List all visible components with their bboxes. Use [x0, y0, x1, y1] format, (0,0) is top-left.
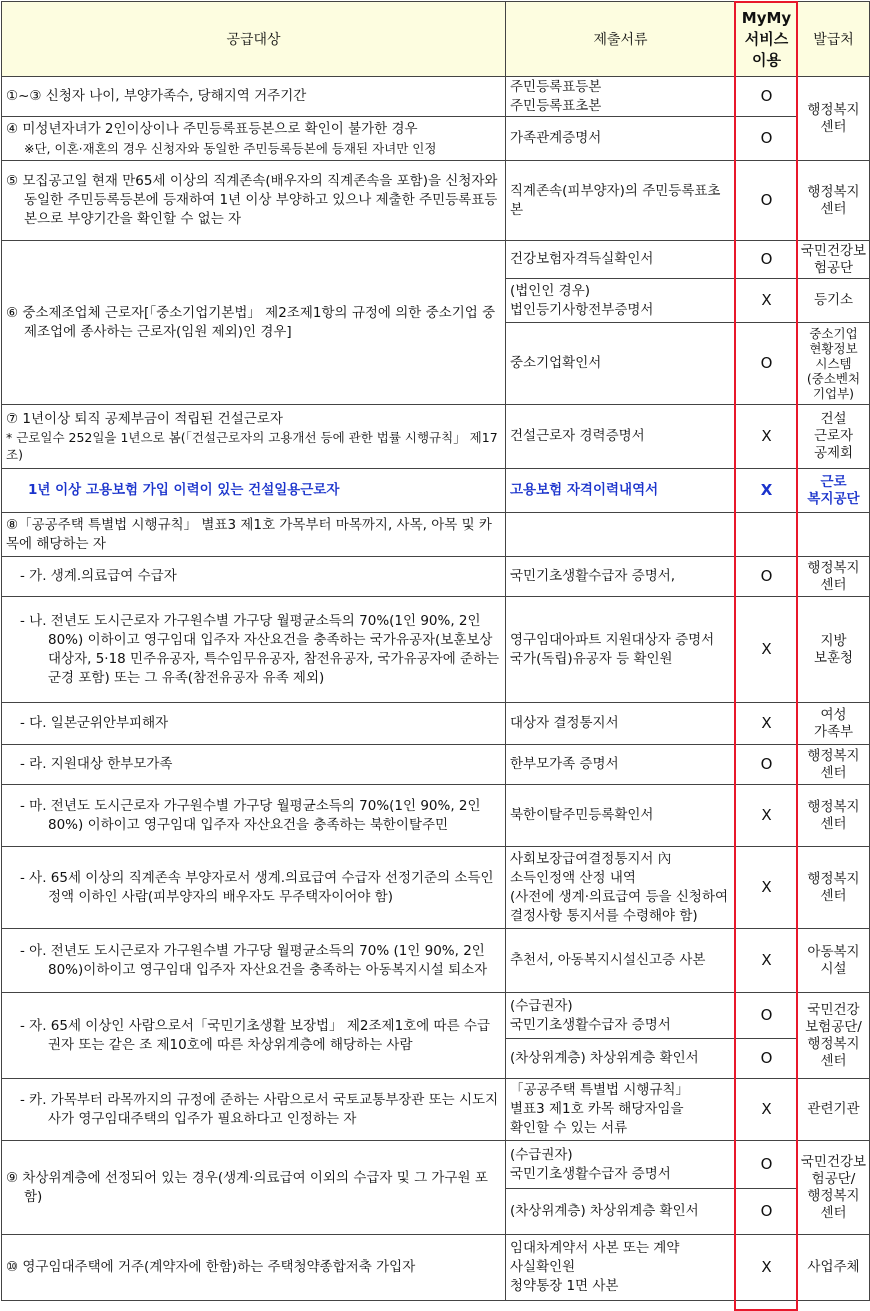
row-doc: 주민등록표등본 주민등록표초본: [506, 77, 736, 117]
row-doc: 가족관계증명서: [506, 117, 736, 161]
table-row: [2, 785, 870, 847]
row-mymy: X: [736, 785, 798, 847]
row-mymy-empty: [736, 513, 798, 557]
row-doc: 대상자 결정통지서: [506, 703, 736, 745]
row-note: ※단, 이혼·재혼의 경우 신청자와 동일한 주민등록등본에 등재된 자녀만 인정: [24, 140, 437, 156]
row-mymy: O: [736, 117, 798, 161]
row-mymy: X: [736, 847, 798, 929]
row-target: ①~③ 신청자 나이, 부양가족수, 당해지역 거주기간: [2, 77, 506, 117]
row-doc: (법인인 경우) 법인등기사항전부증명서: [506, 279, 736, 323]
row-target-text: - 사. 65세 이상의 직계존속 부양자로서 생계.의료급여 수급자 선정기준의 소득인정액 이하인 사람(피부양자의 배우자도 무주택자이어야 함): [20, 869, 494, 905]
row-issuer: 사업주체: [798, 1235, 870, 1301]
row-mymy: O: [736, 323, 798, 405]
header-mymy-line2: 서비스: [744, 29, 789, 48]
row-doc: 건설근로자 경력증명서: [506, 405, 736, 469]
row-target-text: ⑤ 모집공고일 현재 만65세 이상의 직계존속(배우자의 직계존속을 포함)을 신청자와 동일한 주민등록등본에 등재하여 1년 이상 부양하고 있으나 제출한 주민등록표등본으로 부양기간을 확인할 수 없는 자: [6, 173, 498, 227]
header-issuer: 발급처: [798, 2, 870, 77]
row-doc: (수급권자) 국민기초생활수급자 증명서: [506, 1141, 736, 1189]
row-mymy: X: [736, 703, 798, 745]
row-target: [2, 993, 506, 1079]
row-target: [2, 597, 506, 703]
row-doc: 영구임대아파트 지원대상자 증명서 국가(독립)유공자 등 확인원: [506, 597, 736, 703]
table-row: [2, 513, 870, 557]
row-target: ⑧「공공주택 특별법 시행규칙」 별표3 제1호 가목부터 마목까지, 사목, 아목 및 카목에 해당하는 자: [2, 513, 506, 557]
table-row: [2, 929, 870, 993]
row-target-main: ④ 미성년자녀가 2인이상이나 주민등록표등본으로 확인이 불가한 경우: [6, 120, 418, 137]
row-doc: 국민기초생활수급자 증명서,: [506, 557, 736, 597]
row-mymy: O: [736, 241, 798, 279]
table-row: [2, 703, 870, 745]
table-row: [2, 1235, 870, 1301]
row-mymy: X: [736, 1235, 798, 1301]
row-mymy: X: [736, 1079, 798, 1141]
row-doc: 임대차계약서 사본 또는 계약 사실확인원 청약통장 1면 사본: [506, 1235, 736, 1301]
row-mymy: O: [736, 1039, 798, 1079]
row-target: [2, 785, 506, 847]
row-doc: 사회보장급여결정통지서 內 소득인정액 산정 내역 (사전에 생계·의료급여 등을 신청하여 결정사항 통지서를 수령해야 함): [506, 847, 736, 929]
table-row: [2, 1141, 870, 1189]
table-row: [2, 1079, 870, 1141]
row-issuer: 관련기관: [798, 1079, 870, 1141]
header-mymy-line1: MyMy: [741, 8, 792, 27]
row-doc: 한부모가족 증명서: [506, 745, 736, 785]
row-mymy: O: [736, 161, 798, 241]
row-target: [2, 1079, 506, 1141]
row-doc: 건강보험자격득실확인서: [506, 241, 736, 279]
row-target: - 가. 생계.의료급여 수급자: [2, 557, 506, 597]
row-target-text: ⑨ 차상위계층에 선정되어 있는 경우(생계·의료급여 이외의 수급자 및 그 가구원 포함): [6, 1169, 488, 1205]
row-issuer: 행정복지 센터: [798, 745, 870, 785]
table-row: [2, 117, 870, 161]
row-doc: (차상위계층) 차상위계층 확인서: [506, 1039, 736, 1079]
row-issuer-empty: [798, 513, 870, 557]
row-target-text: - 마. 전년도 도시근로자 가구원수별 가구당 월평균소득의 70%(1인 90%, 2인 80%) 이하이고 영구임대 입주자 자산요건을 충족하는 북한이탈주민: [20, 797, 481, 833]
table-row: [2, 847, 870, 929]
row-issuer: 지방 보훈청: [798, 597, 870, 703]
row-target: [2, 241, 506, 405]
row-issuer: 국민건강보 험공단: [798, 241, 870, 279]
row-target-text: - 아. 전년도 도시근로자 가구원수별 가구당 월평균소득의 70% (1인 90%, 2인 80%)이하이고 영구임대 입주자 자산요건을 충족하는 아동복지시설 퇴소자: [20, 942, 488, 978]
header-mymy: [736, 2, 798, 77]
row-issuer: 근로 복지공단: [798, 469, 870, 513]
header-docs: 제출서류: [506, 2, 736, 77]
row-note: * 근로일수 252일을 1년으로 봄(「건설근로자의 고용개선 등에 관한 법률 시행규칙」 제17조): [6, 430, 498, 462]
row-issuer: 행정복지 센터: [798, 847, 870, 929]
row-issuer: 여성 가족부: [798, 703, 870, 745]
table-row: [2, 597, 870, 703]
table-row: [2, 469, 870, 513]
row-mymy: X: [736, 279, 798, 323]
row-target-text: - 자. 65세 이상인 사람으로서「국민기초생활 보장법」 제2조제1호에 따른 수급권자 또는 같은 조 제10호에 따른 차상위계층에 해당하는 사람: [20, 1017, 490, 1053]
row-mymy: O: [736, 1141, 798, 1189]
header-target: 공급대상: [2, 2, 506, 77]
row-target: - 다. 일본군위안부피해자: [2, 703, 506, 745]
row-issuer: 행정복지 센터: [798, 161, 870, 241]
row-target-main: ⑦ 1년이상 퇴직 공제부금이 적립된 건설근로자: [6, 411, 283, 427]
row-issuer: 행정복지 센터: [798, 77, 870, 161]
row-target: [2, 117, 506, 161]
row-doc: 「공공주택 특별법 시행규칙」 별표3 제1호 카목 해당자임을 확인할 수 있는 서류: [506, 1079, 736, 1141]
row-issuer: 행정복지 센터: [798, 785, 870, 847]
row-mymy: X: [736, 469, 798, 513]
row-target: ⑩ 영구임대주택에 거주(계약자에 한함)하는 주택청약종합저축 가입자: [2, 1235, 506, 1301]
row-target: [2, 929, 506, 993]
row-mymy: O: [736, 1189, 798, 1235]
row-mymy: X: [736, 405, 798, 469]
row-issuer: 국민건강 보험공단/ 행정복지 센터: [798, 993, 870, 1079]
row-mymy: O: [736, 77, 798, 117]
row-mymy: X: [736, 597, 798, 703]
row-doc: 북한이탈주민등록확인서: [506, 785, 736, 847]
row-issuer: 중소기업 현황정보 시스템 (중소벤처 기업부): [798, 323, 870, 405]
table-row: [2, 993, 870, 1039]
row-mymy: O: [736, 557, 798, 597]
row-target: 1년 이상 고용보험 가입 이력이 있는 건설일용근로자: [2, 469, 506, 513]
row-issuer: 행정복지 센터: [798, 557, 870, 597]
row-doc: 중소기업확인서: [506, 323, 736, 405]
row-mymy: O: [736, 745, 798, 785]
table-row: [2, 745, 870, 785]
row-target-text: - 카. 가목부터 라목까지의 규정에 준하는 사람으로서 국토교통부장관 또는 시도지사가 영구임대주택의 입주가 필요하다고 인정하는 자: [20, 1091, 499, 1127]
table-row: [2, 77, 870, 117]
row-doc: (수급권자) 국민기초생활수급자 증명서: [506, 993, 736, 1039]
table-row: [2, 557, 870, 597]
row-doc: 직계존속(피부양자)의 주민등록표초본: [506, 161, 736, 241]
row-doc: (차상위계층) 차상위계층 확인서: [506, 1189, 736, 1235]
table-row: [2, 405, 870, 469]
row-target: [2, 161, 506, 241]
row-doc: 추천서, 아동복지시설신고증 사본: [506, 929, 736, 993]
row-target: [2, 1141, 506, 1235]
row-issuer: 아동복지 시설: [798, 929, 870, 993]
row-target-text: - 나. 전년도 도시근로자 가구원수별 가구당 월평균소득의 70%(1인 90%, 2인 80%) 이하이고 영구임대 입주자 자산요건을 충족하는 국가유공자(보훈보상대상자, 5·18 민주유공자, 특수임무유공자, 참전유공자, 국가유공자에 준하는 군경 포함) 또는 그 유족(참전유공자 유족 제외): [20, 612, 500, 686]
row-mymy: X: [736, 929, 798, 993]
table-row: [2, 241, 870, 279]
row-issuer: 등기소: [798, 279, 870, 323]
row-doc: 고용보험 자격이력내역서: [506, 469, 736, 513]
row-issuer: 국민건강보 험공단/ 행정복지 센터: [798, 1141, 870, 1235]
table-row: [2, 161, 870, 241]
row-target-text: ⑥ 중소제조업체 근로자[「중소기업기본법」 제2조제1항의 규정에 의한 중소기업 중 제조업에 종사하는 근로자(임원 제외)인 경우]: [6, 304, 496, 340]
row-doc-empty: [506, 513, 736, 557]
header-mymy-line3: 이용: [752, 50, 781, 69]
row-target: [2, 847, 506, 929]
row-target: [2, 405, 506, 469]
row-target: - 라. 지원대상 한부모가족: [2, 745, 506, 785]
row-mymy: O: [736, 993, 798, 1039]
document-table: [1, 1, 870, 1301]
row-issuer: 건설 근로자 공제회: [798, 405, 870, 469]
